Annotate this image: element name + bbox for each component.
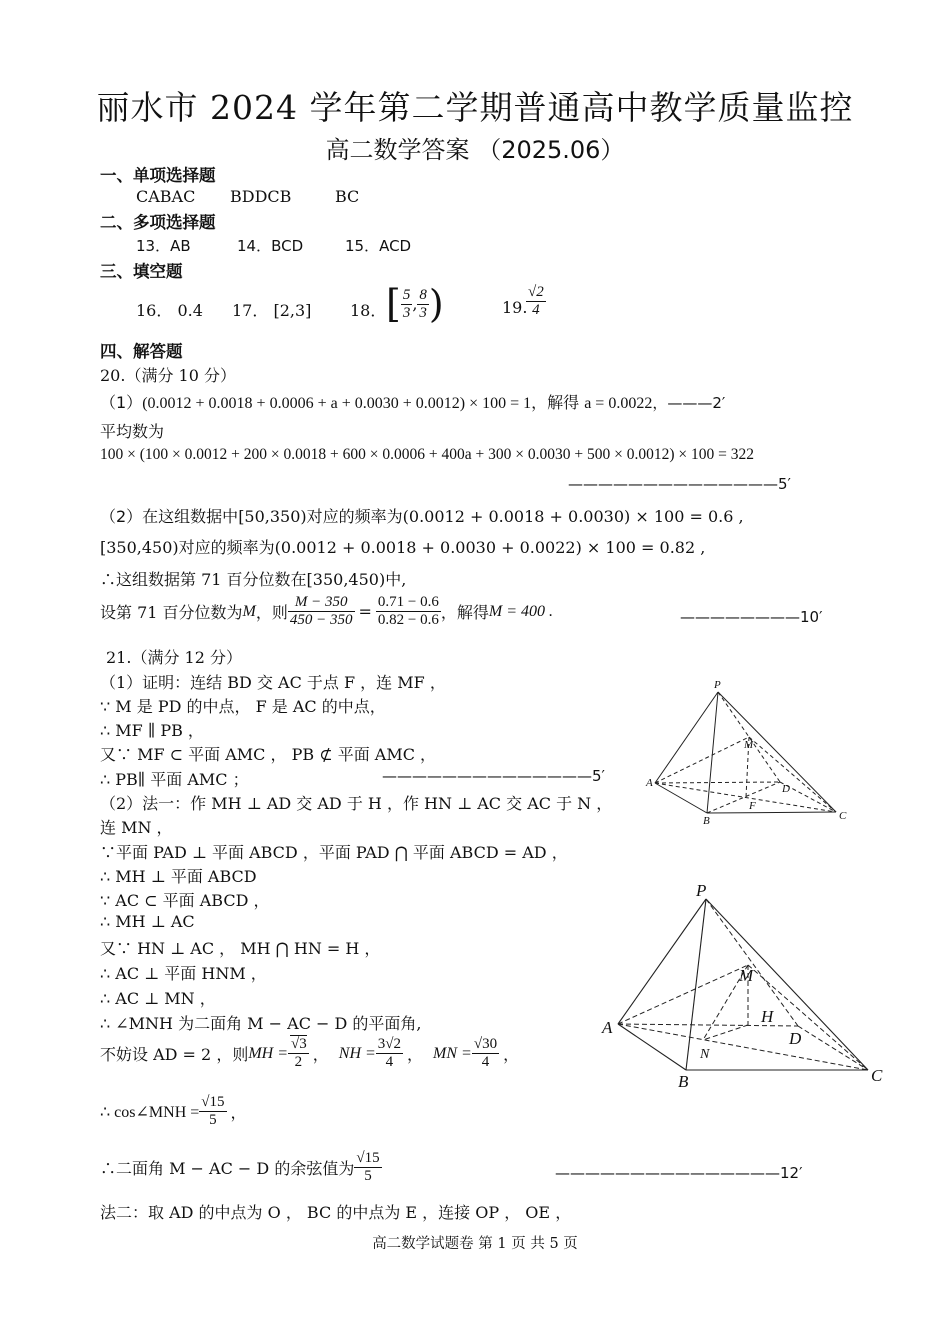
- q20-freq-label-2: 对应的频率为: [178, 538, 275, 557]
- single-choice-answers-1: CABAC: [136, 187, 196, 206]
- label-m: M: [739, 966, 754, 985]
- single-choice-answers-2: BDDCB: [230, 187, 292, 206]
- q21-line-6: （2）法一：作 MH ⊥ AD 交 AD 于 H ，作 HN ⊥ AC 交 AC 于 N ，: [100, 794, 613, 813]
- edge-pd: [706, 899, 798, 1026]
- q21-dihedral-den: 5: [364, 1168, 372, 1184]
- edge-pa: [655, 692, 718, 783]
- q21-method-2: 法二：取 AD 的中点为 O ， BC 的中点为 E ，连接 OP ， OE ，: [100, 1203, 572, 1222]
- section-heading-multi-choice: 二、多项选择题: [100, 213, 216, 232]
- q21-dihedral-num: √15: [356, 1150, 380, 1166]
- q21-nh-num: 3√2: [377, 1036, 402, 1052]
- label-f: F: [749, 800, 756, 812]
- edge-ad: [655, 782, 780, 783]
- label-p: P: [696, 881, 707, 900]
- q21-dihedral-line: [100, 1150, 382, 1185]
- q20-line4: [100, 504, 744, 527]
- seg-hn: [703, 1025, 748, 1040]
- multi-choice-answer-15: 15．ACD: [345, 237, 412, 255]
- q21-cos-line: ∴ cos∠MNH = $\frac{√15}{5}$ ，: [100, 1094, 247, 1128]
- q20-frac1-den: 450 − 350: [289, 612, 353, 628]
- q21-header: 21.（满分 12 分）: [106, 648, 242, 667]
- label-c: C: [871, 1066, 883, 1085]
- q21-cos-den: 5: [209, 1112, 217, 1128]
- fill-answer-19-label: 19.: [502, 298, 528, 317]
- q18-frac-a-num: 5: [402, 286, 411, 303]
- q21-line-13: ∴ AC ⊥ 平面 HNM ，: [100, 964, 267, 983]
- section-heading-single-choice: 一、单项选择题: [100, 166, 216, 185]
- label-d: D: [782, 783, 790, 795]
- q21-line-4: 又∵ MF ⊂ 平面 AMC ， PB ⊄ 平面 AMC ，: [100, 745, 437, 764]
- label-m: M: [744, 739, 754, 751]
- q20-then: ，则: [255, 603, 288, 622]
- q21-mn-den: 4: [481, 1054, 490, 1070]
- section-heading-solutions: 四、解答题: [100, 342, 183, 361]
- q20-interval-2: [350,450): [100, 538, 179, 557]
- q21-dihedral-label: ∴二面角 M − AC − D 的余弦值为: [100, 1159, 355, 1178]
- q20-line1: [100, 390, 725, 413]
- q18-frac-a-den: 3: [402, 304, 411, 321]
- edge-ab: [655, 783, 707, 813]
- q21-line-10: ∵ AC ⊂ 平面 ABCD ，: [100, 891, 270, 910]
- q20-frac2-den: 0.82 − 0.6: [377, 612, 439, 628]
- label-b: B: [678, 1072, 689, 1090]
- q20-line7: 设第 71 百分位数为 M ，则 $\frac{M - 350}{450 - 350}$ = $\frac{0.71 - 0.6}{0.82 - 0.6}$ ，解得 M = 400 .: [100, 594, 554, 628]
- edge-pb: [686, 899, 706, 1070]
- q21-line-8: ∵平面 PAD ⊥ 平面 ABCD ，平面 PAD ⋂ 平面 ABCD = AD ，: [100, 843, 568, 862]
- q21-cos-num: √15: [201, 1094, 225, 1110]
- q20-part1-result: a = 0.0022: [584, 395, 653, 412]
- q18-frac-b-num: 8: [419, 286, 427, 303]
- q21-line-5: ∴ PB∥ 平面 AMC ；: [100, 770, 249, 789]
- label-a: A: [602, 1018, 613, 1037]
- q21-mn-label: MN =: [433, 1044, 472, 1062]
- q21-assume-line: 不妨设 AD = 2 ，则 MH = $\frac{√3}{2}$ ， NH = $\frac{3√2}{4}$ ， MN = $\frac{√30}{4}$ ，: [100, 1036, 520, 1070]
- q18-frac-b-den: 3: [419, 304, 427, 321]
- edge-pa: [618, 899, 706, 1024]
- fill-answer-17: 17． [2,3]: [232, 301, 312, 320]
- q20-mean-label: 平均数为: [100, 422, 165, 441]
- q21-line-7: 连 MN ，: [100, 818, 173, 837]
- multi-choice-answer-13: 13．AB: [136, 237, 191, 255]
- q20-freq-expr-2: (0.0012 + 0.0018 + 0.0030 + 0.0022) × 100 = 0.82 ,: [274, 538, 706, 557]
- q20-percentile-post: 中,: [385, 570, 407, 589]
- q21-nh-label: NH =: [338, 1044, 376, 1062]
- q21-line-11: ∴ MH ⊥ AC: [100, 912, 195, 931]
- q20-score-5: ——————————————5′: [568, 475, 791, 493]
- q21-line-14: ∴ AC ⊥ MN ，: [100, 989, 216, 1008]
- label-p: P: [714, 679, 721, 691]
- q20-line6: [100, 567, 406, 590]
- label-a: A: [646, 777, 653, 789]
- q21-mn-num: √30: [473, 1036, 498, 1052]
- page-subtitle: 高二数学答案 （2025.06）: [325, 136, 625, 164]
- edge-ab: [618, 1024, 686, 1070]
- label-h: H: [761, 1007, 774, 1026]
- q21-line-2: ∵ M 是 PD 的中点， F 是 AC 的中点，: [100, 697, 386, 716]
- q20-interval-1: [50,350): [238, 507, 307, 526]
- q21-cos-label: ∴ cos∠MNH =: [100, 1103, 200, 1121]
- q21-line-3: ∴ MF ∥ PB ，: [100, 721, 204, 740]
- label-n: N: [700, 1047, 710, 1062]
- q21-line-9: ∴ MH ⊥ 平面 ABCD: [100, 867, 257, 886]
- diag-bd: [707, 782, 780, 813]
- q20-frac2-num: 0.71 − 0.6: [377, 594, 439, 610]
- q20-part1-score: ，———2′: [652, 394, 726, 412]
- q20-solve: ，解得: [440, 603, 489, 622]
- q20-result-m: M = 400 .: [488, 602, 554, 620]
- q20-part2-intro: （2）在这组数据中: [100, 507, 239, 526]
- q20-part1-equation: (0.0012 + 0.0018 + 0.0006 + a + 0.0030 + 0.0012) × 100 = 1: [142, 395, 532, 412]
- page-title: 丽水市 2024 学年第二学期普通高中教学质量监控: [96, 88, 854, 127]
- pyramid-figure-2: [598, 880, 898, 1090]
- q20-let-intro: 设第 71 百分位数为: [100, 603, 243, 622]
- q20-frac1-num: M − 350: [288, 594, 355, 612]
- q21-line-1: （1）证明：连结 BD 交 AC 于点 F ，连 MF ，: [100, 673, 446, 692]
- fill-answer-18-interval: [ $\frac{5}{3}$ , $\frac{8}{3}$ ): [386, 282, 444, 326]
- q21-mh-num: √3: [291, 1036, 307, 1052]
- q19-frac-den: 4: [532, 302, 540, 318]
- q20-percentile-intro: ∴这组数据第 71 百分位数在: [100, 570, 307, 589]
- q20-part1-solve: ，解得: [531, 393, 585, 412]
- q20-score-10: ————————10′: [680, 608, 823, 626]
- fill-answer-18-label: 18．: [350, 301, 387, 320]
- q20-freq-expr-1: (0.0012 + 0.0018 + 0.0030) × 100 = 0.6 ,: [402, 507, 744, 526]
- q20-part1-label: （1）: [100, 393, 143, 412]
- edge-bc: [707, 812, 836, 813]
- pyramid-figure-1: [640, 676, 860, 828]
- q19-frac-num: √2: [528, 284, 544, 300]
- q21-assume: 不妨设 AD = 2 ，则: [100, 1045, 249, 1064]
- q21-line-15: ∴ ∠MNH 为二面角 M − AC − D 的平面角,: [100, 1014, 422, 1033]
- q20-line5: [100, 535, 705, 558]
- page-footer: 高二数学试题卷 第 1 页 共 5 页: [372, 1236, 578, 1252]
- multi-choice-answer-14: 14．BCD: [237, 237, 304, 255]
- q21-mh-label: MH =: [248, 1044, 289, 1062]
- single-choice-answers-3: BC: [335, 187, 360, 206]
- seg-mc: [749, 737, 836, 812]
- label-b: B: [703, 815, 710, 827]
- q21-nh-den: 4: [385, 1054, 394, 1070]
- q21-mh-den: 2: [294, 1054, 303, 1070]
- q21-score-12: ———————————————12′: [555, 1164, 803, 1182]
- seg-am: [655, 737, 749, 783]
- q20-var-m: M: [242, 602, 256, 620]
- q21-line-12: 又∵ HN ⊥ AC ， MH ⋂ HN = H ，: [100, 939, 381, 958]
- q20-header: 20.（满分 10 分）: [100, 366, 236, 385]
- q20-interval-3: [350,450): [306, 570, 386, 589]
- edge-pc: [718, 692, 836, 812]
- seg-am: [618, 965, 748, 1024]
- q20-mean-equation: 100 × (100 × 0.0012 + 200 × 0.0018 + 600 × 0.0006 + 400a + 300 × 0.0030 + 500 × 0.0012) × 100 = 322: [100, 446, 754, 463]
- fill-answer-19-value: [526, 284, 546, 319]
- edge-pb: [707, 692, 718, 813]
- q20-freq-label-1: 对应的频率为: [306, 507, 403, 526]
- diag-ac: [655, 783, 836, 812]
- label-d: D: [789, 1029, 802, 1048]
- section-heading-fill-blank: 三、填空题: [100, 262, 183, 281]
- label-c: C: [839, 810, 847, 822]
- q21-score-5: ——————————————5′: [382, 767, 605, 785]
- fill-answer-16: 16． 0.4: [136, 301, 203, 320]
